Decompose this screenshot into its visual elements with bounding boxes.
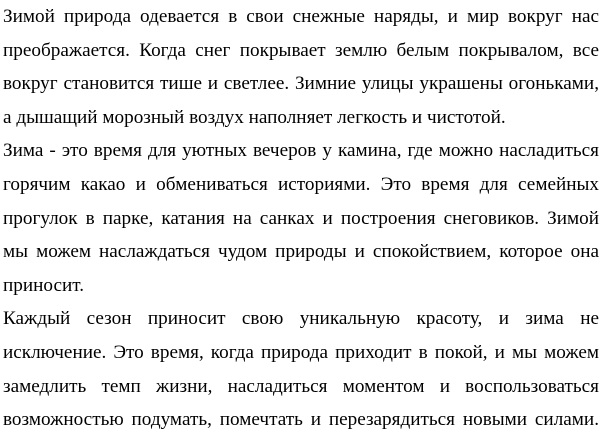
text-line: приносит. <box>3 274 84 296</box>
text-line: прогулок в парке, катания на санках и построения снеговиков. Зимой <box>3 207 599 229</box>
text-line: Каждый сезон приносит свою уникальную красоту, и зима не <box>3 308 599 330</box>
paragraph-2 <box>3 134 602 302</box>
text-line: Зимой природа одевается в свои снежные наряды, и мир вокруг нас <box>3 6 599 27</box>
text-line: вокруг становится тише и светлее. Зимние улицы украшены огоньками, <box>3 73 599 95</box>
text-line: горячим какао и обмениваться историями. Это время для семейных <box>3 173 599 195</box>
text-line: замедлить темп жизни, насладиться моментом и воспользоваться <box>3 375 599 397</box>
paragraph-3 <box>3 302 602 436</box>
text-line: а дышащий морозный воздух наполняет легкость и чистотой. <box>3 106 506 128</box>
text-line: Зима - это время для уютных вечеров у камина, где можно насладиться <box>3 140 599 162</box>
text-line: мы можем наслаждаться чудом природы и спокойствием, которое она <box>3 241 599 263</box>
text-line: возможностью подумать, помечтать и перезарядиться новыми силами. <box>3 409 599 431</box>
text-line: преображается. Когда снег покрывает землю белым покрывалом, все <box>3 39 599 61</box>
paragraph-1 <box>3 0 602 134</box>
text-line: исключение. Это время, когда природа приходит в покой, и мы можем <box>3 341 599 363</box>
